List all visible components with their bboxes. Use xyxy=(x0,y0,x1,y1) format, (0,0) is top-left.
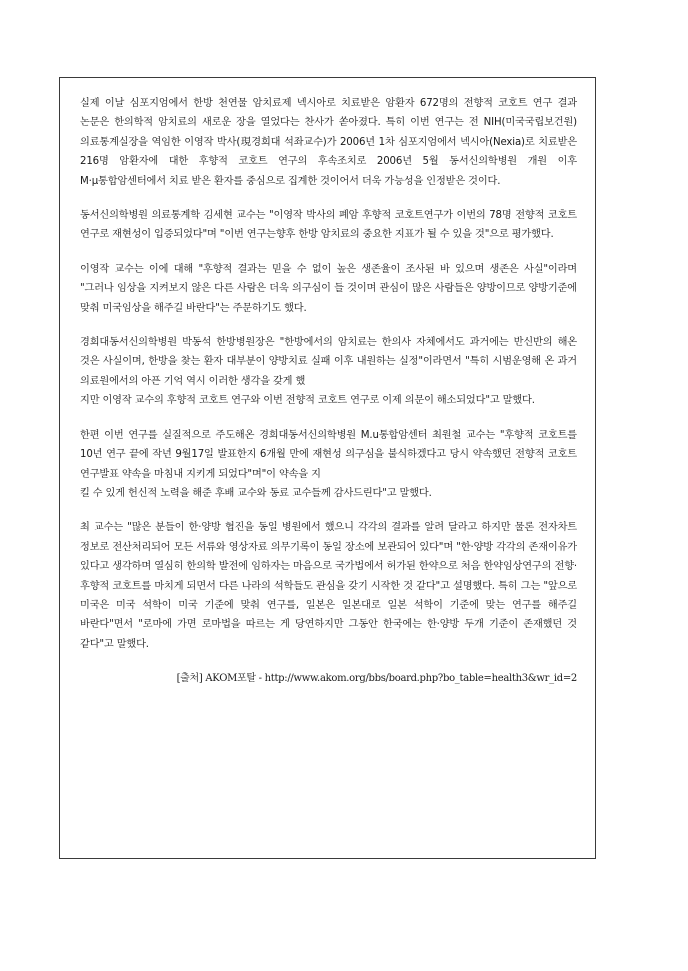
article-paragraph xyxy=(80,333,577,411)
paragraph-text: 동서신의학병원 의료통계학 김세현 교수는 "이영작 박사의 폐암 후향적 코호트연구가 이번의 78명 전향적 코호트 연구로 재현성이 입증되었다"며 "이번 연구는향후 한방 암치료의 중요한 지표가 될 수 있을 것"으로 평가했다. xyxy=(80,210,577,241)
paragraph-text: 최 교수는 "많은 분들이 한·양방 협진을 동일 병원에서 했으니 각각의 결과를 알려 달라고 하지만 물론 전자차트 정보로 전산처리되어 모든 서류와 영상자료 의무기록이 동일 장소에 보관되어 있다"며 "한·양방 각각의 존재이유가 있다고 생각하며 열심히 한의학 발전에 임하자는 마음으로 국가법에서 허가된 한약으로 처음 한약임상연구의 전향·후향적 코호트를 마치게 되면서 다른 나라의 석학들도 관심을 갖기 시작한 것 같다"고 설명했다. 특히 그는 "앞으로 미국은 미국 석학이 미국 기준에 맞춰 연구를, 일본은 일본대로 일본 석학이 기준에 맞는 연구를 해주길 바란다"면서 "로마에 가면 로마법을 따르는 게 당연하지만 그동안 한국에는 한·양방 두개 기준이 존재했던 것 같다"고 말했다. xyxy=(80,522,577,650)
source-citation: [출처] AKOM포탈 - http://www.akom.org/bbs/board.php?bo_table=health3&wr_id=2 xyxy=(176,673,577,685)
paragraph-text: 이영작 교수는 이에 대해 "후향적 결과는 믿을 수 없이 높은 생존율이 조사된 바 있으며 생존은 사실"이라며 "그러나 임상을 지켜보지 않은 다른 사람은 더욱 의구심이 들 것이며 관심이 많은 사람들은 양방이므로 양방기준에 맞춰 미국임상을 해주길 바란다"는 주문하기도 했다. xyxy=(80,263,577,314)
paragraph-text: 지만 이영작 교수의 후향적 코호트 연구와 이번 전향적 코호트 연구로 이제 의문이 해소되었다"고 말했다. xyxy=(80,395,535,407)
paragraph-text: 경희대동서신의학병원 박동석 한방병원장은 "한방에서의 암치료는 한의사 자체에서도 과거에는 반신반의 해온 것은 사실이며, 한방을 찾는 환자 대부분이 양방치료 실패 이후 내원하는 실정"이라면서 "특히 시범운영해 온 과거 의료원에서의 아픈 기억 역시 이러한 생각을 갖게 했 xyxy=(80,337,577,387)
article-paragraph xyxy=(80,206,577,245)
paragraph-text: 실제 이날 심포지엄에서 한방 천연물 암치료제 넥시아로 치료받은 암환자 672명의 전향적 코호트 연구 결과 논문은 한의학적 암치료의 새로운 장을 열었다는 찬사가 쏟아졌다. 특히 이번 연구는 전 NIH(미국국립보건원) 의료통계실장을 역임한 이영작 박사(現경희대 석좌교수)가 2006년 1차 심포지엄에서 넥시아(Nexia)로 치료받은 216명 암환자에 대한 후향적 코호트 연구의 후속조치로 2006년 5월 동서신의학병원 개원 이후 M·μ통합암센터에서 치료 받은 환자를 중심으로 집계한 것이어서 더욱 가능성을 인정받은 것이다. xyxy=(80,98,577,187)
article-paragraph xyxy=(80,518,577,654)
page-frame xyxy=(59,77,596,859)
article-paragraph xyxy=(80,426,577,504)
paragraph-text: 한편 이번 연구를 실질적으로 주도해온 경희대동서신의학병원 M.u통합암센터 최원철 교수는 "후향적 코호트를 10년 연구 끝에 작년 9월17일 발표한지 6개월 만에 재현성 의구심을 불식하겠다고 당시 약속했던 전향적 코호트 연구발표 약속을 마침내 지키게 되었다"며"이 약속을 지 xyxy=(80,429,577,480)
article-paragraph xyxy=(80,260,577,318)
article-body xyxy=(80,94,577,654)
paragraph-text: 킬 수 있게 헌신적 노력을 해준 후배 교수와 동료 교수들께 감사드린다"고 말했다. xyxy=(80,487,432,499)
article-paragraph xyxy=(80,94,577,191)
